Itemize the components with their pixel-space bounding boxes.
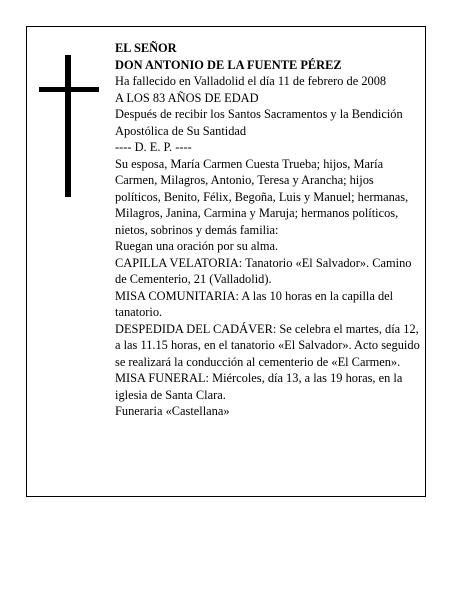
family-paragraph: Su esposa, María Carmen Cuesta Trueba; hijos, María Carmen, Milagros, Antonio, Teresa y Arancha; hijos políticos, Benito, Félix, Begoña, Luis y Manuel; hermanas, Milagros, Janina, Carmina y Maruja; hermanos políticos, nietos, sobrinos y demás familia: bbox=[115, 156, 409, 237]
cross-vertical-bar bbox=[65, 55, 71, 197]
deceased-name: DON ANTONIO DE LA FUENTE PÉREZ bbox=[115, 57, 342, 72]
community-mass-info: MISA COMUNITARIA: A las 10 horas en la capilla del tanatorio. bbox=[115, 288, 394, 319]
obituary-notice bbox=[26, 26, 426, 497]
chapel-info: CAPILLA VELATORIA: Tanatorio «El Salvador». Camino de Cementerio, 21 (Valladolid). bbox=[115, 255, 412, 286]
sacraments-line: Después de recibir los Santos Sacramentos y la Bendición Apostólica de Su Santidad bbox=[115, 107, 403, 138]
funeral-home: Funeraria «Castellana» bbox=[115, 404, 230, 418]
rip-line: ---- D. E. P. ---- bbox=[115, 140, 192, 154]
cross-horizontal-bar bbox=[39, 87, 99, 92]
cross-icon bbox=[39, 55, 99, 197]
prayer-request: Ruegan una oración por su alma. bbox=[115, 239, 279, 253]
obituary-text bbox=[115, 40, 421, 420]
farewell-info: DESPEDIDA DEL CADÁVER: Se celebra el martes, día 12, a las 11.15 horas, en el tanatorio «El Salvador». Acto seguido se realizará la conducción al cementerio de «El Carmen». bbox=[115, 321, 420, 369]
title-honorific: EL SEÑOR bbox=[115, 41, 177, 55]
age-line: A LOS 83 AÑOS DE EDAD bbox=[115, 90, 259, 105]
funeral-mass-info: MISA FUNERAL: Miércoles, día 13, a las 19 horas, en la iglesia de Santa Clara. bbox=[115, 371, 403, 402]
death-date-line: Ha fallecido en Valladolid el día 11 de febrero de 2008 bbox=[115, 74, 387, 88]
